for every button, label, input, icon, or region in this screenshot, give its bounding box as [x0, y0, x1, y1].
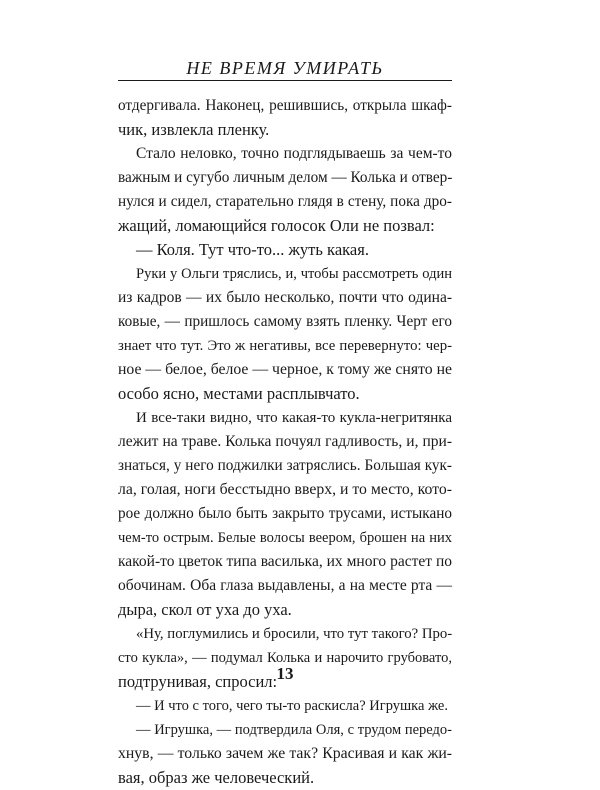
text-line: подтрунивая, спросил: — [118, 672, 278, 691]
text-line: — Игрушка, — подтвердила Оля, с трудом передо- — [136, 722, 452, 738]
text-line: Стало неловко, точно подглядываешь за чем-то — [136, 145, 452, 162]
text-line: «Ну, поглумились и бросили, что тут такого? Про- — [136, 626, 453, 642]
body-text — [118, 94, 452, 790]
text-line: из кадров — их было несколько, почти что одина- — [118, 289, 452, 306]
text-line: дыра, скол от уха до уха. — [118, 600, 292, 619]
text-line: ковые, — пришлось самому взять пленку. Черт его — [118, 313, 452, 330]
text-line: знает что тут. Это ж негативы, все перевернуто: чер- — [118, 338, 452, 354]
text-line: — И что с того, чего ты-то раскисла? Игрушка же. — [136, 698, 448, 714]
header-rule-divider — [118, 80, 452, 81]
text-line: ное — белое, белое — черное, к тому же снято не — [118, 361, 452, 378]
text-line: какой-то цветок типа василька, их много растет по — [118, 553, 452, 570]
text-line: чем-то острым. Белые волосы веером, брошен на них — [118, 530, 452, 546]
text-line: лежит на траве. Колька почуял гадливость, и, при- — [118, 433, 452, 450]
text-line: вая, образ же человеческий. — [118, 768, 315, 787]
text-line: нулся и сидел, старательно глядя в стену, пока дро- — [118, 193, 452, 210]
text-line: — Коля. Тут что-то... жуть какая. — [136, 240, 369, 259]
text-line: ла, голая, ноги бесстыдно вверх, и то место, кото- — [118, 481, 452, 498]
text-line: жащий, ломающийся голосок Оли не позвал: — [118, 216, 435, 235]
running-head-title: НЕ ВРЕМЯ УМИРАТЬ — [186, 58, 384, 78]
text-line: рое должно было быть закрыто трусами, истыкано — [118, 505, 452, 522]
text-line: И все-таки видно, что какая-то кукла-негритянка — [136, 410, 452, 426]
text-line: знаться, у него поджилки затряслись. Большая кук- — [118, 457, 452, 474]
text-line: хнув, — только зачем же так? Красивая и как жи- — [118, 745, 452, 762]
text-line: Руки у Ольги тряслись, и, чтобы рассмотреть один — [136, 266, 452, 282]
text-line: обочинам. Оба глаза выдавлены, а на месте рта — — [118, 577, 452, 594]
page-number: 13 — [276, 664, 294, 683]
text-line: чик, извлекла пленку. — [118, 120, 270, 139]
text-line: особо ясно, местами расплывчато. — [118, 384, 360, 403]
text-line: отдергивала. Наконец, решившись, открыла шкаф- — [118, 97, 452, 114]
text-line: сто кукла», — подумал Колька и нарочито грубовато, — [118, 650, 452, 666]
text-line: важным и сугубо личным делом — Колька и отвер- — [118, 169, 453, 186]
